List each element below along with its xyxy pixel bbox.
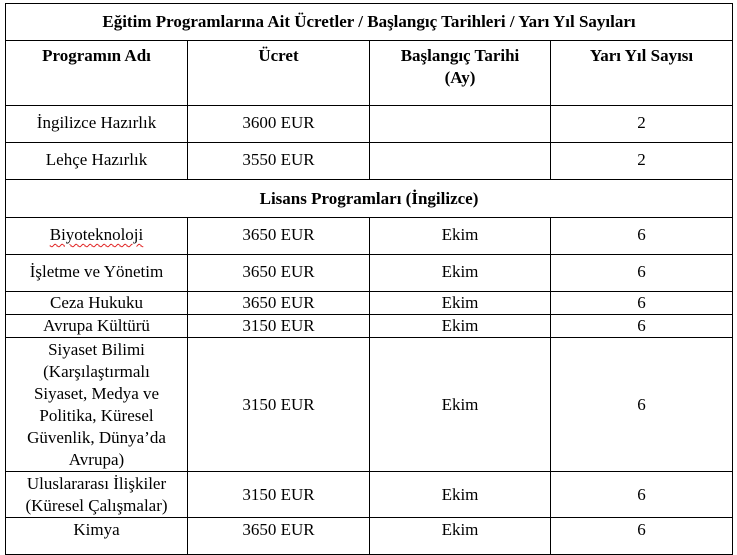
program-start: Ekim: [370, 315, 551, 338]
program-fee: 3650 EUR: [188, 255, 370, 292]
section-title: Lisans Programları (İngilizce): [6, 180, 733, 218]
program-fee: 3600 EUR: [188, 106, 370, 143]
program-start: Ekim: [370, 472, 551, 518]
program-fee: 3650 EUR: [188, 218, 370, 255]
program-name: İngilizce Hazırlık: [6, 106, 188, 143]
program-start: Ekim: [370, 255, 551, 292]
program-name: Siyaset Bilimi (Karşılaştırmalı Siyaset, Medya ve Politika, Küresel Güvenlik, Dünya’da Avrupa): [6, 338, 188, 472]
program-semesters: 6: [551, 315, 733, 338]
table-row: [6, 472, 733, 518]
header-program-name: Programın Adı: [6, 41, 188, 106]
program-semesters: 6: [551, 472, 733, 518]
header-start-date: Başlangıç Tarihi (Ay): [370, 41, 551, 106]
program-name-text: Biyoteknoloji: [49, 225, 144, 244]
section-row: [6, 180, 733, 218]
program-fee: 3150 EUR: [188, 338, 370, 472]
program-start: [370, 143, 551, 180]
table-row: [6, 292, 733, 315]
program-name: Ceza Hukuku: [6, 292, 188, 315]
program-name: Uluslararası İlişkiler (Küresel Çalışmalar): [6, 472, 188, 518]
program-fee: 3150 EUR: [188, 315, 370, 338]
program-semesters: 6: [551, 338, 733, 472]
program-name: [6, 218, 188, 255]
program-fee: 3550 EUR: [188, 143, 370, 180]
table-row: [6, 338, 733, 472]
program-name: İşletme ve Yönetim: [6, 255, 188, 292]
header-fee: Ücret: [188, 41, 370, 106]
program-name: Avrupa Kültürü: [6, 315, 188, 338]
program-start: Ekim: [370, 218, 551, 255]
program-semesters: 6: [551, 255, 733, 292]
table-row: [6, 518, 733, 555]
table-row: [6, 255, 733, 292]
table-row: [6, 106, 733, 143]
table-row: [6, 143, 733, 180]
program-start: Ekim: [370, 292, 551, 315]
program-semesters: 6: [551, 518, 733, 555]
fees-table: [5, 3, 733, 555]
program-start: [370, 106, 551, 143]
program-name: Lehçe Hazırlık: [6, 143, 188, 180]
program-semesters: 2: [551, 106, 733, 143]
program-semesters: 6: [551, 292, 733, 315]
program-semesters: 2: [551, 143, 733, 180]
program-fee: 3650 EUR: [188, 518, 370, 555]
header-row: [6, 41, 733, 106]
program-fee: 3150 EUR: [188, 472, 370, 518]
table-title: Eğitim Programlarına Ait Ücretler / Başlangıç Tarihleri / Yarı Yıl Sayıları: [6, 4, 733, 41]
program-start: Ekim: [370, 338, 551, 472]
program-semesters: 6: [551, 218, 733, 255]
table-row: [6, 315, 733, 338]
header-semesters: Yarı Yıl Sayısı: [551, 41, 733, 106]
program-name: Kimya: [6, 518, 188, 555]
table-title-row: [6, 4, 733, 41]
program-fee: 3650 EUR: [188, 292, 370, 315]
program-start: Ekim: [370, 518, 551, 555]
table-row: [6, 218, 733, 255]
